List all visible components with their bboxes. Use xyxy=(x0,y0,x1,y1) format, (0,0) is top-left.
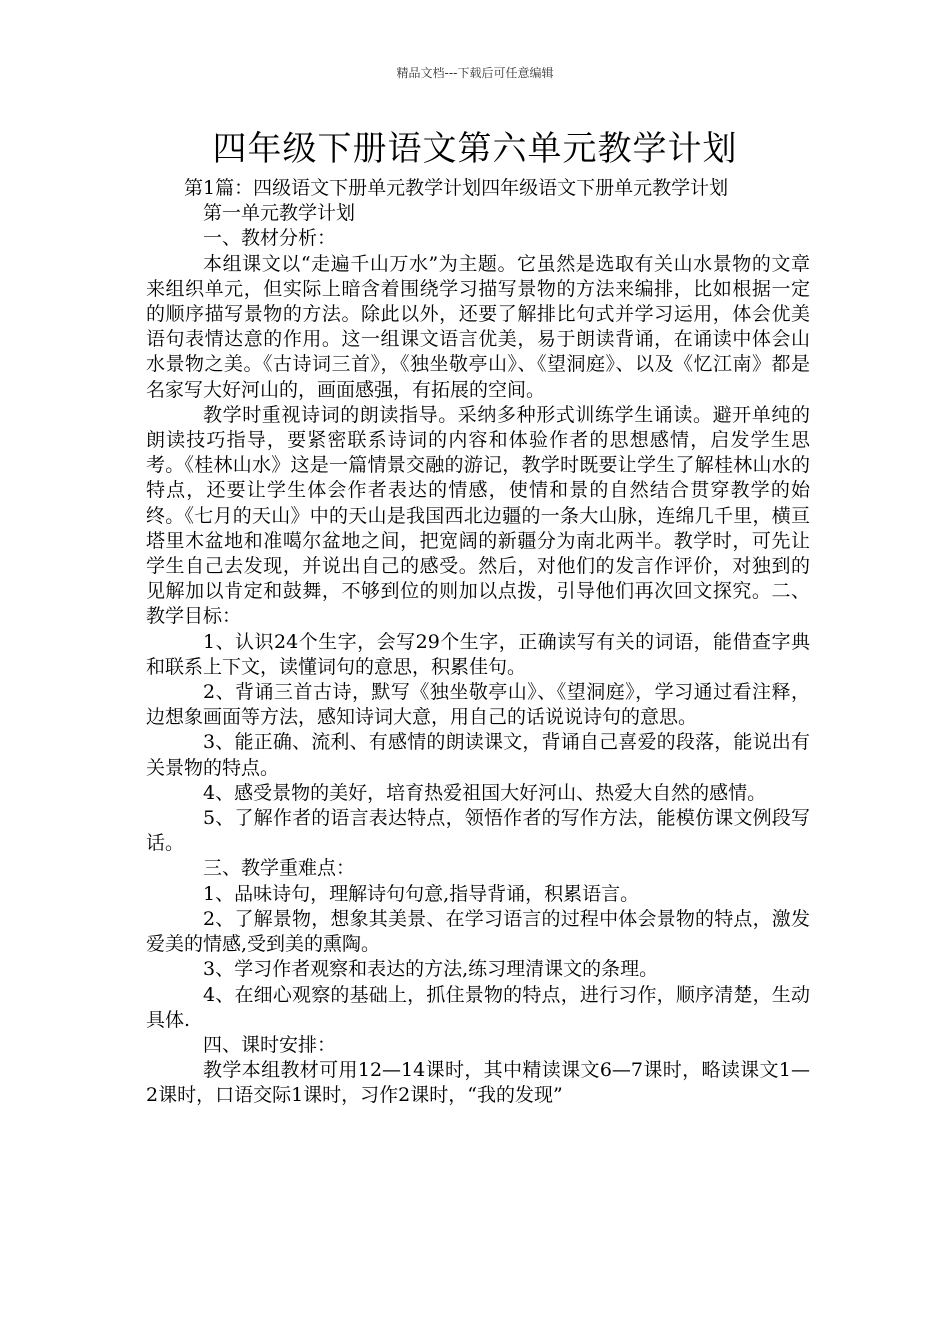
body-paragraph: 4、在细心观察的基础上，抓住景物的特点，进行习作，顺序清楚，生动具体. xyxy=(146,983,810,1031)
body-paragraph: 教学时重视诗词的朗读指导。采纳多种形式训练学生诵读。避开单纯的朗读技巧指导，要紧密联系诗词的内容和体验作者的思想感情，启发学生思考。《桂林山水》这是一篇情景交融的游记，教学时既要让学生了解桂林山水的特点，还要让学生体会作者表达的情感，使情和景的自然结合贯穿教学的始终。《七月的天山》中的天山是我国西北边疆的一条大山脉，连绵几千里，横亘塔里木盆地和准噶尔盆地之间，把宽阔的新疆分为南北两半。教学时，可先让学生自己去发现，并说出自己的感受。然后，对他们的发言作评价，对独到的见解加以肯定和鼓舞，不够到位的则加以点拨，引导他们再次回文探究。二、教学目标： xyxy=(146,403,810,628)
body-paragraph: 第1篇：四级语文下册单元教学计划四年级语文下册单元教学计划 xyxy=(184,177,729,199)
body-paragraph: 本组课文以“走遍千山万水”为主题。它虽然是选取有关山水景物的文章来组织单元，但实际上暗含着围绕学习描写景物的方法来编排，比如根据一定的顺序描写景物的方法。除此以外，还要了解排比句式并学习运用，体会优美语句表情达意的作用。这一组课文语言优美，易于朗读背诵，在诵读中体会山水景物之美。《古诗词三首》，《独坐敬亭山》、《望洞庭》、以及《忆江南》都是名家写大好河山的，画面感强，有拓展的空间。 xyxy=(146,252,810,401)
body-paragraph: 3、学习作者观察和表达的方法,练习理清课文的条理。 xyxy=(203,958,659,981)
body-paragraph: 4、感受景物的美好，培育热爱祖国大好河山、热爱大自然的感情。 xyxy=(203,781,767,804)
body-paragraph: 1、品味诗句，理解诗句句意,指导背诵，积累语言。 xyxy=(203,882,640,905)
body-paragraph: 1、认识24个生字，会写29个生字，正确读写有关的词语，能借查字典和联系上下文，读懂词句的意思，积累佳句。 xyxy=(146,630,810,678)
body-paragraph: 2、背诵三首古诗，默写《独坐敬亭山》、《望洞庭》，学习通过看注释，边想象画面等方法，感知诗词大意，用自己的话说说诗句的意思。 xyxy=(146,681,810,729)
body-paragraph: 5、了解作者的语言表达特点，领悟作者的写作方法，能模仿课文例段写话。 xyxy=(146,807,810,855)
page-header-note: 精品文档---下载后可任意编辑 xyxy=(396,66,554,80)
body-paragraph: 2、了解景物，想象其美景、在学习语言的过程中体会景物的特点，激发爱美的情感,受到美的熏陶。 xyxy=(146,907,810,956)
body-paragraph: 第一单元教学计划 xyxy=(203,202,356,225)
document-body xyxy=(146,176,810,1109)
document-title: 四年级下册语文第六单元教学计划 xyxy=(212,129,738,169)
body-paragraph: 三、教学重难点： xyxy=(203,857,356,880)
body-paragraph: 一、教材分析： xyxy=(203,227,337,250)
body-paragraph: 教学本组教材可用12—14课时，其中精读课文6—7课时，略读课文1—2课时，口语交际1课时，习作2课时，“我的发现” xyxy=(146,1059,810,1107)
body-paragraph: 3、能正确、流利、有感情的朗读课文，背诵自己喜爱的段落，能说出有关景物的特点。 xyxy=(146,731,810,779)
body-paragraph: 四、课时安排： xyxy=(203,1033,337,1056)
